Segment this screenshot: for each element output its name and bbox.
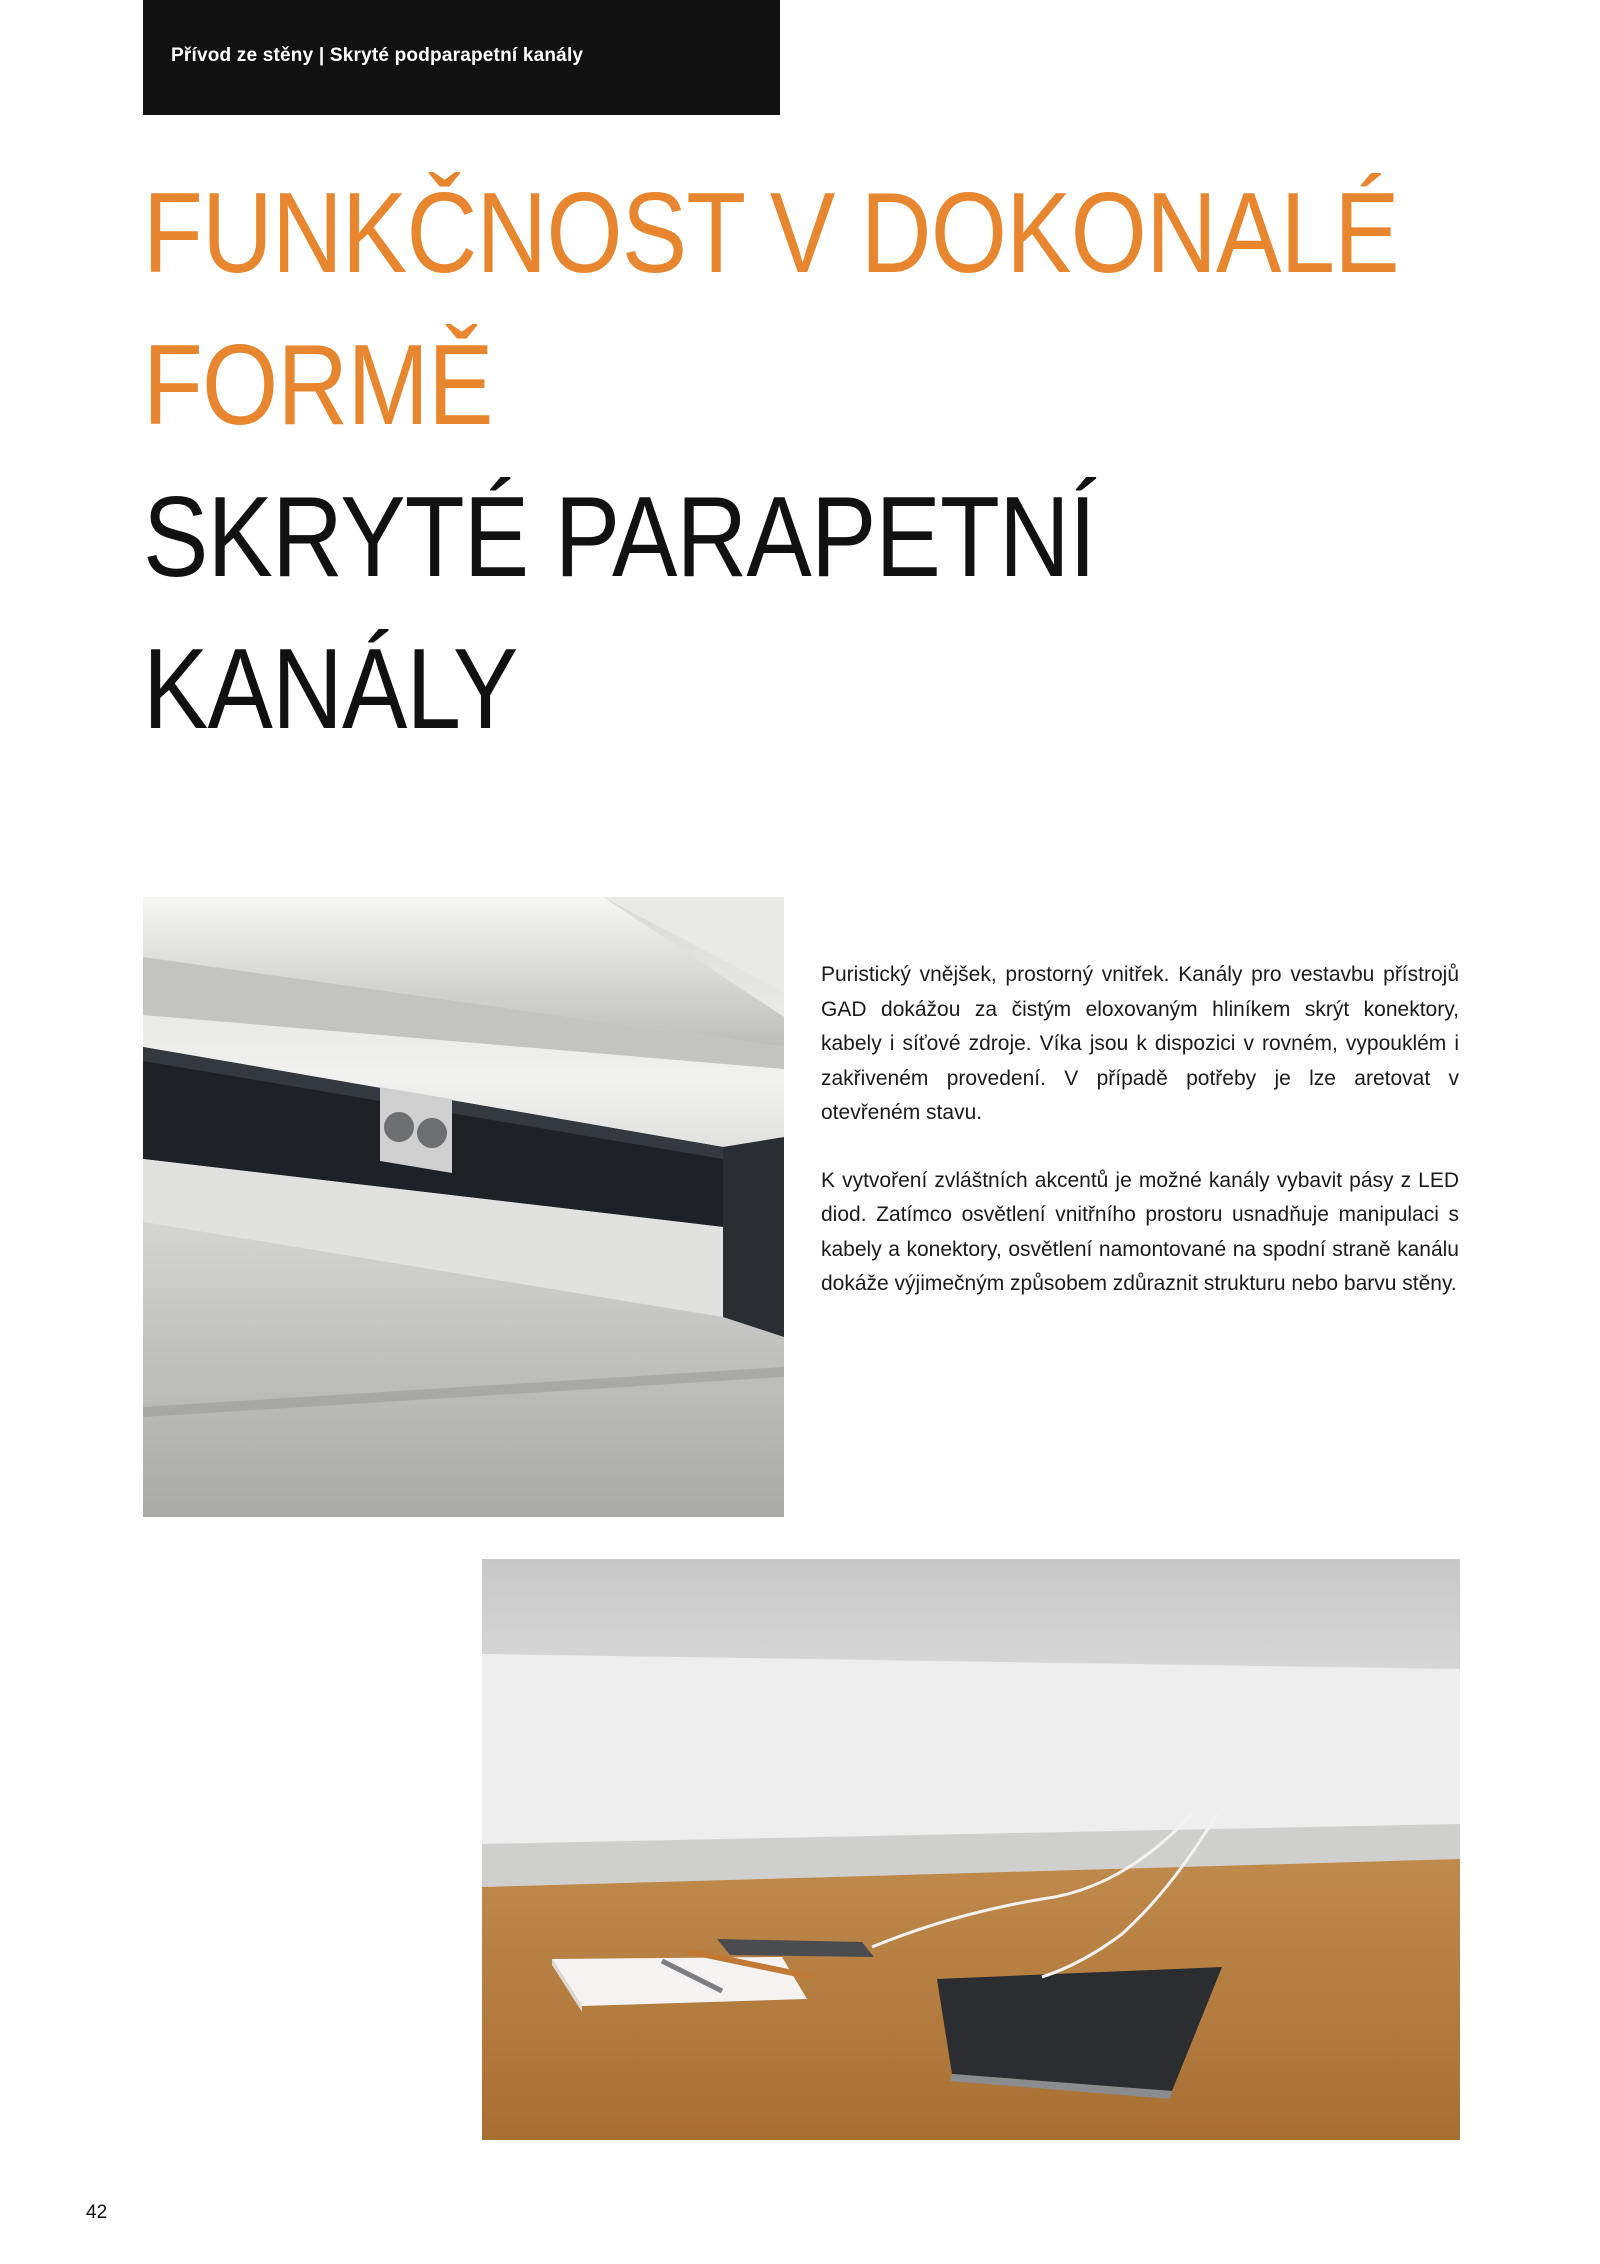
channel-photo-illustration <box>143 897 784 1517</box>
breadcrumb: Přívod ze stěny | Skryté podparapetní kanály <box>171 45 584 66</box>
product-photo-desk <box>482 1559 1460 2140</box>
page-number: 42 <box>86 2202 108 2223</box>
page-title <box>143 158 1483 766</box>
section-header-bar <box>143 0 780 115</box>
product-photo-channel <box>143 897 784 1517</box>
desk-photo-illustration <box>482 1559 1460 2140</box>
body-paragraph-2: K vytvoření zvláštních akcentů je možné kanály vybavit pásy z LED diod. Zatímco osvětlení vnitřního prostoru usnadňuje manipulaci s kabely a konektory, osvětlení namontované na spodní straně kanálu dokáže výjimečným způsobem zdůraznit strukturu nebo barvu stěny. <box>821 1168 1459 1295</box>
body-paragraph-1: Puristický vnějšek, prostorný vnitřek. Kanály pro vestavbu přístrojů GAD dokážou za čistým eloxovaným hliníkem skrýt konektory, kabely i síťové zdroje. Víka jsou k dispozici v rovném, vypouklém i zakřiveném provedení. V případě potřeby je lze aretovat v otevřeném stavu. <box>821 963 1459 1124</box>
body-text <box>821 958 1459 1335</box>
title-line-2: FORMĚ <box>143 322 493 449</box>
title-line-1: FUNKČNOST V DOKONALÉ <box>143 170 1399 297</box>
title-line-3: SKRYTÉ PARAPETNÍ <box>143 474 1096 601</box>
title-line-4: KANÁLY <box>143 626 518 753</box>
